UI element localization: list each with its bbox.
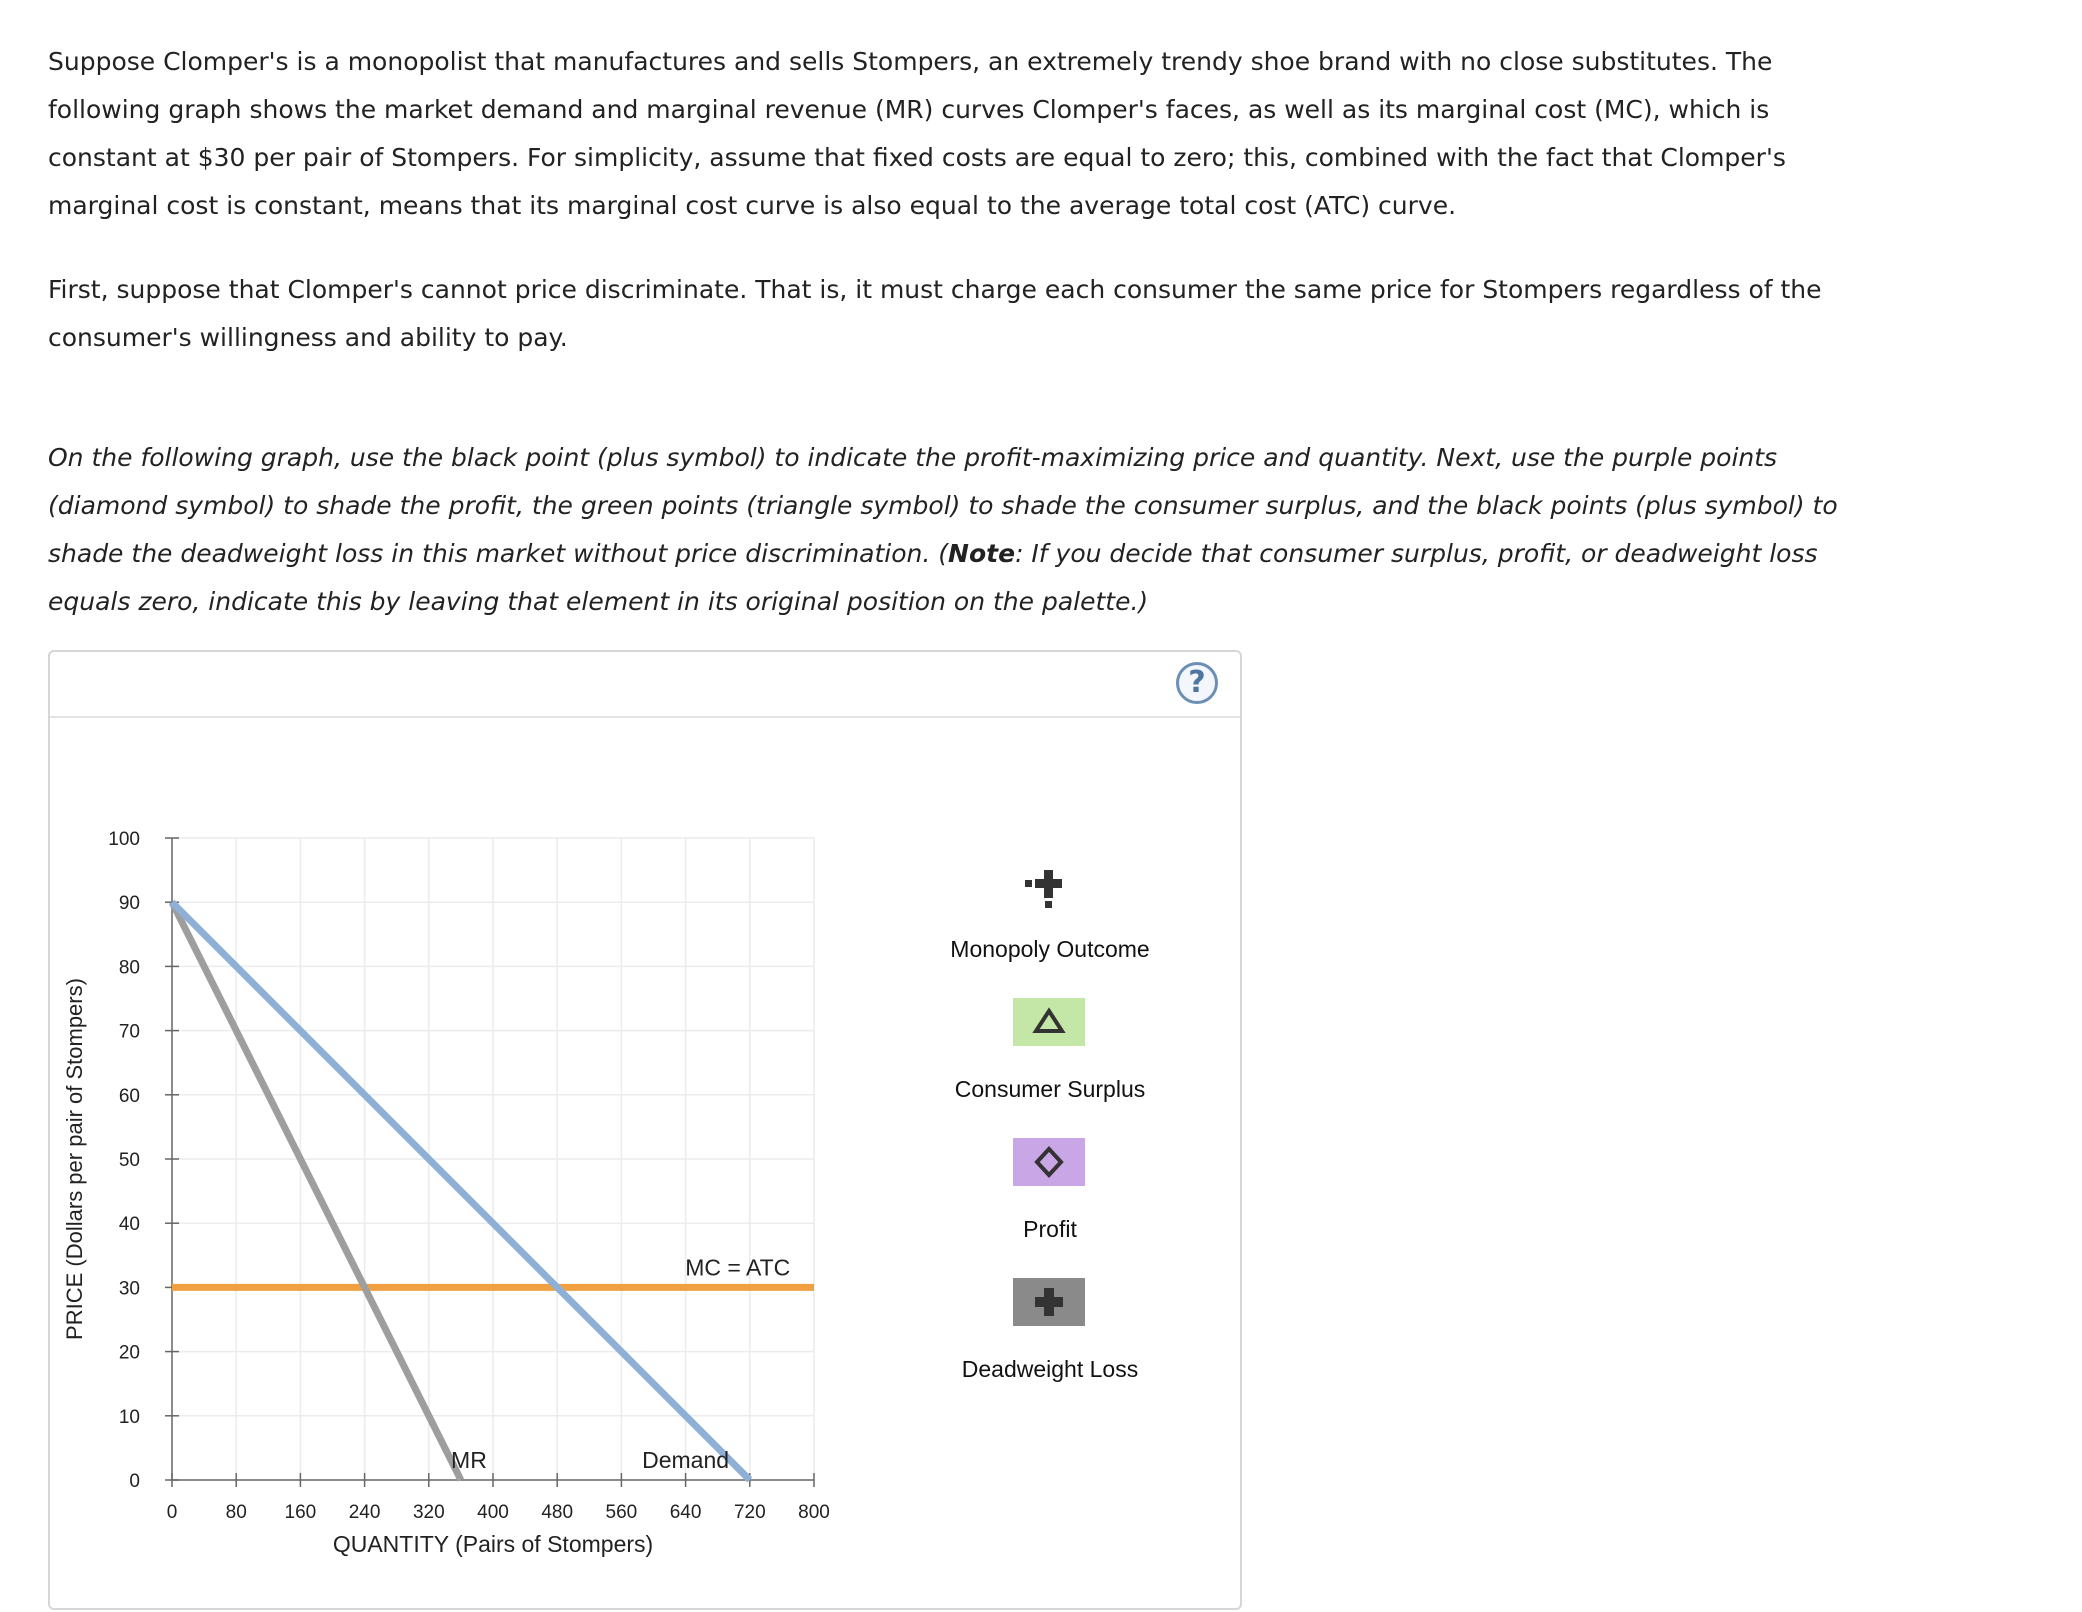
y-tick-label: 30 xyxy=(118,1278,140,1300)
y-axis-title: PRICE (Dollars per pair of Stompers) xyxy=(62,978,87,1340)
y-tick-label: 70 xyxy=(118,1021,140,1043)
x-tick-label: 640 xyxy=(669,1502,702,1523)
x-tick-label: 400 xyxy=(477,1502,509,1523)
demand-curve xyxy=(172,902,750,1480)
x-tick-label: 240 xyxy=(348,1502,381,1523)
graph-panel xyxy=(48,650,1242,1610)
intro-paragraph-1: Suppose Clomper's is a monopolist that manufactures and sells Stompers, an extremely trendy shoe brand with no close substitutes. The following graph shows the market demand and marginal revenue (MR) curves Clomper's faces, as well as its marginal cost (MC), which is constant at $30 per pair of Stompers. For simplicity, assume that fixed costs are equal to zero; this, combined with the fact that Clomper's marginal cost is constant, means that its marginal cost curve is also equal to the average total cost (ATC) curve. xyxy=(48,47,1786,220)
x-tick-label: 80 xyxy=(225,1502,247,1523)
instructions-text-b: : If you decide that consumer surplus, profit, or deadweight loss equals zero, indicate this by leaving that element in its original position on the palette.) xyxy=(48,539,1818,616)
x-tick-label: 160 xyxy=(284,1502,317,1523)
mr-label: MR xyxy=(451,1447,487,1473)
monopoly-graph xyxy=(50,652,1244,1612)
monopoly-outcome-tool[interactable] xyxy=(1020,860,1080,920)
y-tick-label: 100 xyxy=(108,829,140,850)
deadweight-loss-tool[interactable] xyxy=(1013,1278,1085,1326)
x-axis-title: QUANTITY (Pairs of Stompers) xyxy=(332,1531,654,1557)
plus-icon xyxy=(1013,1278,1085,1326)
triangle-icon xyxy=(1013,998,1085,1046)
x-tick-label: 800 xyxy=(798,1502,830,1523)
y-tick-label: 20 xyxy=(118,1342,140,1364)
profit-label: Profit xyxy=(1023,1216,1077,1242)
y-tick-label: 90 xyxy=(118,893,140,915)
y-tick-label: 10 xyxy=(118,1406,140,1428)
mr-curve xyxy=(172,902,461,1480)
x-tick-label: 720 xyxy=(733,1502,766,1523)
deadweight-loss-label: Deadweight Loss xyxy=(961,1356,1139,1382)
intro-paragraph-2: First, suppose that Clomper's cannot price discriminate. That is, it must charge each consumer the same price for Stompers regardless of the consumer's willingness and ability to pay. xyxy=(48,275,1822,352)
plus-icon xyxy=(1020,860,1080,920)
instructions-paragraph xyxy=(48,434,1868,626)
x-tick-label: 480 xyxy=(541,1502,574,1523)
consumer-surplus-label: Consumer Surplus xyxy=(954,1076,1146,1102)
instructions-note: Note xyxy=(948,539,1016,568)
consumer-surplus-tool[interactable] xyxy=(1013,998,1085,1046)
x-tick-label: 0 xyxy=(166,1502,178,1523)
instructions-text-a: On the following graph, use the black point (plus symbol) to indicate the profit-maximizing price and quantity. Next, use the purple points (diamond symbol) to shade the profit, the green points (triangle symbol) to shade the consumer surplus, and the black points (plus symbol) to shade the deadweight loss in this market without price discrimination. ( xyxy=(48,443,1838,568)
x-tick-label: 320 xyxy=(412,1502,445,1523)
y-tick-label: 50 xyxy=(118,1150,140,1171)
y-tick-label: 80 xyxy=(118,957,140,979)
mc-atc-label: MC = ATC xyxy=(685,1254,791,1281)
profit-tool[interactable] xyxy=(1013,1138,1085,1186)
monopoly-outcome-label: Monopoly Outcome xyxy=(950,936,1150,962)
y-tick-label: 60 xyxy=(118,1085,140,1107)
demand-label: Demand xyxy=(642,1447,730,1473)
y-tick-label: 40 xyxy=(118,1214,140,1236)
help-button[interactable]: ? xyxy=(1176,662,1218,704)
x-tick-label: 560 xyxy=(605,1502,638,1523)
diamond-icon xyxy=(1013,1138,1085,1186)
y-tick-label: 0 xyxy=(129,1471,140,1492)
